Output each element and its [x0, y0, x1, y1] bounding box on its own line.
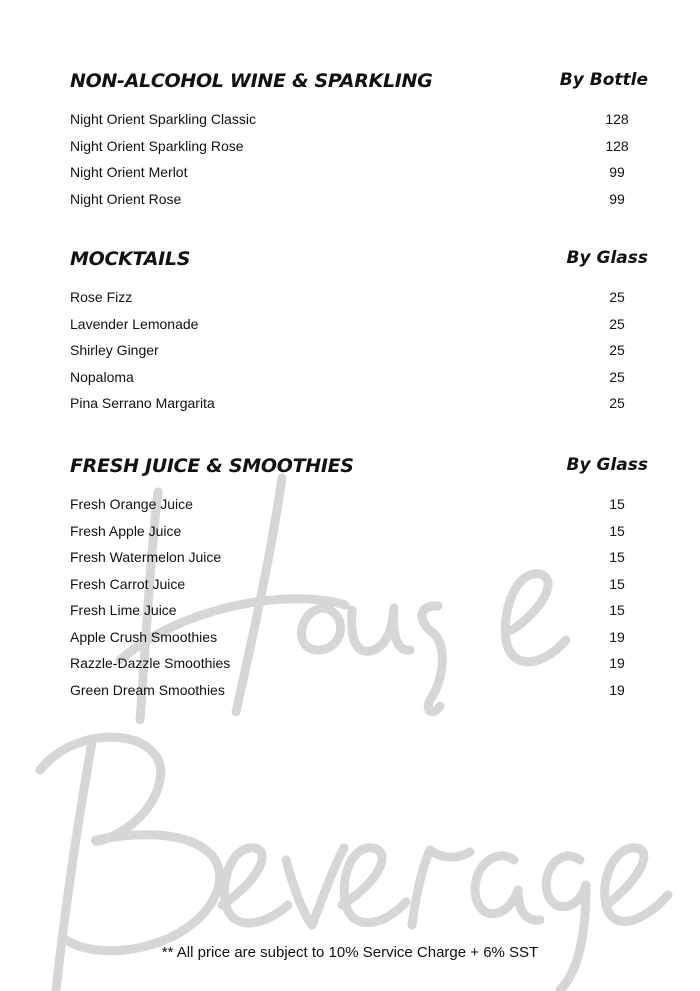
item-name: Fresh Orange Juice: [70, 496, 193, 512]
item-price: 128: [605, 137, 629, 154]
menu-item: [70, 523, 648, 550]
section-header: [70, 248, 648, 282]
item-name: Fresh Lime Juice: [70, 602, 177, 618]
item-price: 25: [609, 368, 625, 385]
item-name: Razzle-Dazzle Smoothies: [70, 655, 231, 671]
item-name: Green Dream Smoothies: [70, 681, 225, 698]
menu-item: [70, 289, 648, 316]
menu-item: [70, 164, 648, 191]
section-title: MOCKTAILS: [70, 248, 191, 270]
item-price: 15: [609, 522, 625, 539]
section-unit: By Bottle: [559, 70, 648, 90]
menu-item: [70, 138, 648, 165]
item-price: 15: [609, 602, 625, 618]
item-price: 99: [609, 190, 625, 207]
section-header: [70, 70, 648, 104]
item-price: 25: [609, 395, 625, 411]
item-price: 128: [605, 111, 629, 127]
item-name: Apple Crush Smoothies: [70, 628, 218, 645]
item-name: Rose Fizz: [70, 289, 133, 305]
menu-item: [70, 395, 648, 422]
section-fresh-juice-smoothies: [70, 455, 648, 708]
item-price: 19: [609, 655, 625, 671]
item-price: 25: [609, 342, 625, 358]
watermark-beverage-e3: [605, 848, 668, 921]
item-name: Lavender Lemonade: [70, 315, 199, 332]
menu-item: [70, 316, 648, 343]
section-unit: By Glass: [566, 248, 648, 268]
menu-items: [70, 496, 648, 708]
menu-items: [70, 289, 648, 422]
menu-item: [70, 655, 648, 682]
section-title: NON-ALCOHOL WINE & SPARKLING: [70, 70, 433, 92]
section-non-alcohol-wine: [70, 70, 648, 217]
item-name: Night Orient Sparkling Classic: [70, 111, 256, 127]
watermark-beverage-g: [546, 856, 586, 990]
watermark-beverage-r: [412, 850, 470, 925]
watermark-beverage-e1: [222, 848, 288, 923]
watermark-beverage-b-upper: [40, 737, 161, 841]
item-name: Nopaloma: [70, 368, 134, 385]
menu-item: [70, 111, 648, 138]
item-name: Night Orient Rose: [70, 190, 182, 207]
menu-items: [70, 111, 648, 217]
watermark-beverage-v: [286, 848, 344, 925]
item-name: Night Orient Merlot: [70, 164, 188, 180]
menu-item: [70, 191, 648, 218]
menu-item: [70, 496, 648, 523]
item-price: 15: [609, 549, 625, 565]
watermark-beverage-e2: [342, 848, 406, 923]
watermark-beverage-b-lower: [66, 835, 220, 951]
menu-item: [70, 602, 648, 629]
menu-item: [70, 549, 648, 576]
item-name: Shirley Ginger: [70, 342, 159, 358]
section-header: [70, 455, 648, 489]
service-charge-footnote: ** All price are subject to 10% Service Charge + 6% SST: [161, 944, 539, 961]
item-price: 19: [609, 628, 625, 645]
menu-item: [70, 369, 648, 396]
item-name: Night Orient Sparkling Rose: [70, 137, 244, 154]
item-name: Fresh Carrot Juice: [70, 575, 186, 592]
item-price: 99: [609, 164, 625, 180]
item-price: 25: [609, 289, 625, 305]
menu-item: [70, 342, 648, 369]
menu-item: [70, 682, 648, 709]
watermark-beverage-a: [475, 856, 540, 920]
item-price: 15: [609, 575, 625, 592]
item-name: Pina Serrano Margarita: [70, 395, 215, 411]
section-unit: By Glass: [566, 455, 648, 475]
item-name: Fresh Apple Juice: [70, 522, 182, 539]
item-price: 25: [609, 315, 625, 332]
item-name: Fresh Watermelon Juice: [70, 549, 222, 565]
menu-item: [70, 576, 648, 603]
item-price: 15: [609, 496, 625, 512]
section-mocktails: [70, 248, 648, 422]
menu-item: [70, 629, 648, 656]
section-title: FRESH JUICE & SMOOTHIES: [70, 455, 354, 477]
item-price: 19: [609, 681, 625, 698]
